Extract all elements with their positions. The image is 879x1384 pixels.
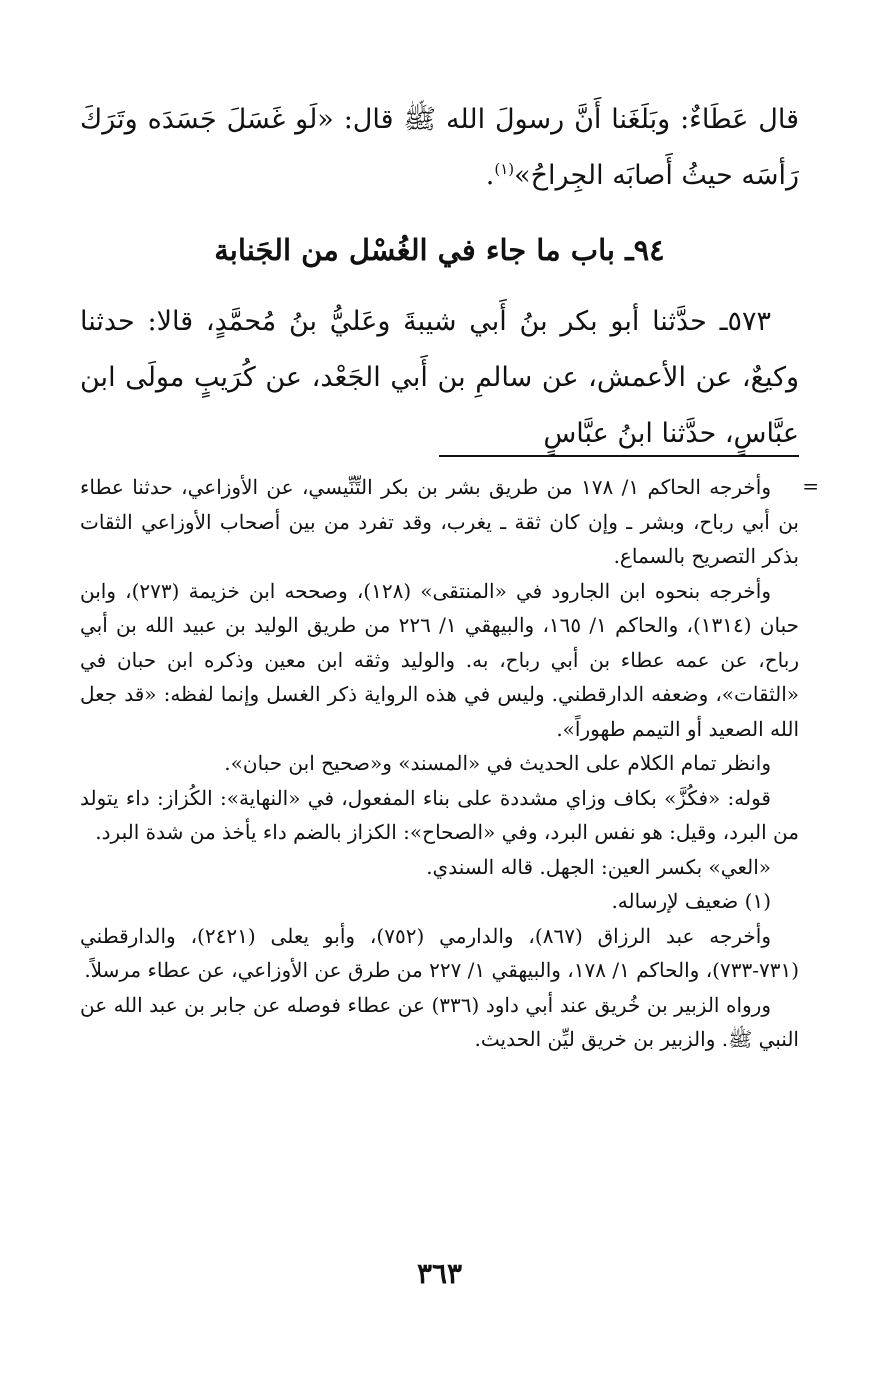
footnote-paragraph: وأخرجه عبد الرزاق (٨٦٧)، والدارمي (٧٥٢)، وأبو يعلى (٢٤٢١)، والدارقطني (٧٣١-٧٣٣)، والحاكم ١/ ١٧٨، والبيهقي ١/ ٢٢٧ من طرق عن الأوزاعي، عن عطاء مرسلاً. bbox=[80, 923, 799, 982]
footnote-paragraph: وأخرجه الحاكم ١/ ١٧٨ من طريق بشر بن بكر التِّنِّيسي، عن الأوزاعي، حدثنا عطاء بن أبي رباح، وبشر ـ وإن كان ثقة ـ يغرب، وقد تفرد من بين أصحاب الأوزاعي الثقات بذكر التصريح بالسماع. bbox=[80, 475, 799, 568]
footnote-paragraph: (١) ضعيف لإرساله. bbox=[611, 889, 771, 913]
footnote-ref: (١) bbox=[494, 160, 515, 178]
footnote-paragraph: قوله: «فكُزَّ» بكاف وزاي مشددة على بناء المفعول، في «النهاية»: الكُزاز: داء يتولد من البرد، وقيل: هو نفس البرد، وفي «الصحاح»: الكزاز بالضم داء يأخذ من شدة البرد. bbox=[80, 785, 799, 844]
footnotes bbox=[80, 470, 819, 1057]
footnote-paragraph: وانظر تمام الكلام على الحديث في «المسند» و«صحيح ابن حبان». bbox=[224, 751, 771, 775]
paragraph-ata-saying bbox=[80, 92, 799, 204]
footnote-paragraph: «العي» بكسر العين: الجهل. قاله السندي. bbox=[426, 854, 771, 879]
footnote-paragraph: ورواه الزبير بن خُريق عند أبي داود (٣٣٦) عن عطاء فوصله عن جابر بن عبد الله عن النبي ﷺ. والزبير بن خريق ليِّن الحديث. bbox=[80, 992, 799, 1051]
paragraph-ata-text: قال عَطَاءٌ: وبَلَغَنا أَنَّ رسولَ الله ﷺ قال: «لَو غَسَلَ جَسَدَه وتَرَكَ رَأسَه حيثُ أَصابَه الجِراحُ» bbox=[80, 104, 799, 191]
footnote-divider bbox=[439, 455, 799, 457]
chapter-heading: ٩٤ـ باب ما جاء في الغُسْل من الجَنابة bbox=[214, 233, 665, 267]
footnote-paragraph: وأخرجه بنحوه ابن الجارود في «المنتقى» (١٢٨)، وصححه ابن خزيمة (٢٧٣)، وابن حبان (١٣١٤)، والحاكم ١/ ١٦٥، والبيهقي ١/ ٢٢٦ من طريق الوليد بن عبيد الله بن أبي رباح، عن عمه عطاء بن أبي رباح، به. والوليد وثقه ابن معين وذكره ابن حبان في «الثقات»، وضعفه الدارقطني. وليس في هذه الرواية ذكر الغسل وإنما لفظه: «قد جعل الله الصعيد أو التيمم طهوراً». bbox=[80, 578, 799, 741]
hadith-573: ٥٧٣ـ حدَّثنا أبو بكر بنُ أَبي شيبةَ وعَليُّ بنُ مُحمَّدٍ، قالا: حدثنا وكيعٌ، عن الأعمش، عن سالمِ بن أَبي الجَعْد، عن كُرَيبٍ مولَى ابن عبَّاسٍ، حدَّثنا ابنُ عبَّاسٍ bbox=[80, 306, 799, 449]
continuation-mark: = bbox=[802, 474, 819, 498]
page-number: ٣٦٣ bbox=[416, 1257, 463, 1290]
main-text bbox=[80, 92, 799, 462]
paragraph-ata-end: . bbox=[485, 160, 495, 191]
